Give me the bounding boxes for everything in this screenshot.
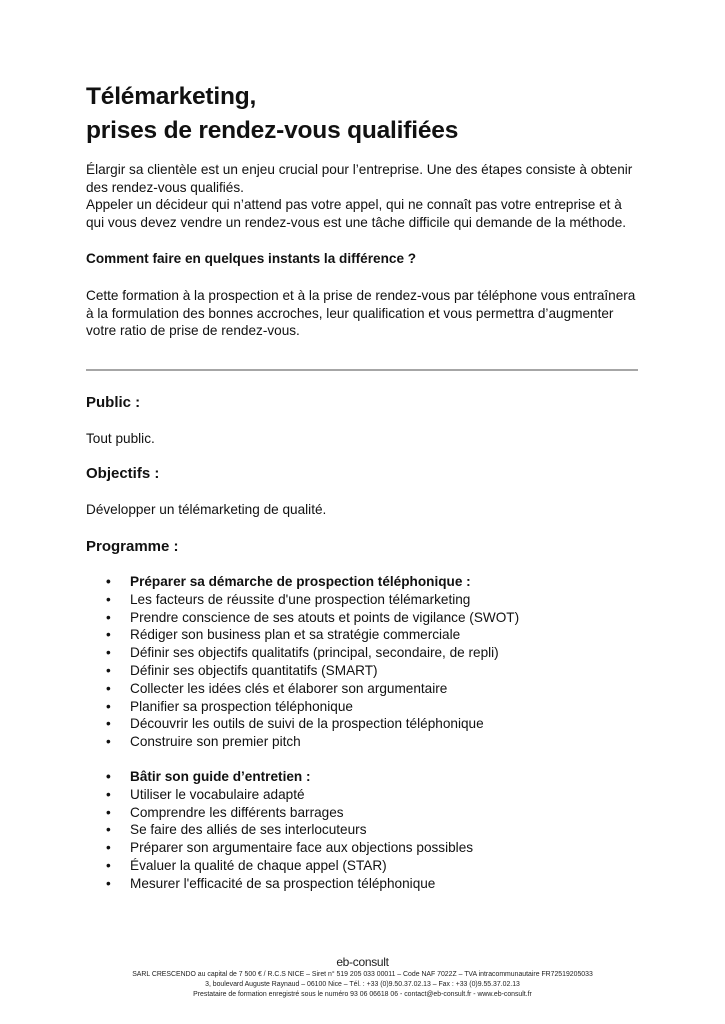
list-item: • Définir ses objectifs quantitatifs (SMART) bbox=[106, 662, 378, 678]
bullet-icon: • bbox=[106, 609, 111, 625]
bullet-icon: • bbox=[106, 591, 111, 607]
footer-contact-line: Prestataire de formation enregistré sous le numéro 93 06 06618 06 - contact@eb-consult.fr - www.eb-consult.fr bbox=[193, 991, 532, 998]
bullet-icon: • bbox=[106, 662, 111, 678]
public-heading: Public : bbox=[86, 394, 141, 411]
intro-paragraph-2: Appeler un décideur qui n’attend pas votre appel, qui ne connaît pas votre entreprise et à qui vous devez vendre un rendez-vous est une tâche difficile qui demande de la méthode. bbox=[86, 197, 627, 231]
bullet-icon: • bbox=[106, 840, 111, 856]
title-line-1: Télémarketing, bbox=[86, 83, 257, 110]
list-item: • Collecter les idées clés et élaborer son argumentaire bbox=[106, 680, 448, 696]
footer-legal-line: SARL CRESCENDO au capital de 7 500 € / R.C.S NICE – Siret n° 519 205 033 00011 – Code NAF 7022Z – TVA intracommunautaire FR72519205033 bbox=[132, 971, 593, 978]
list-item: • Utiliser le vocabulaire adapté bbox=[106, 786, 305, 802]
list-item: • Préparer sa démarche de prospection téléphonique : bbox=[106, 574, 471, 589]
list-item: • Prendre conscience de ses atouts et points de vigilance (SWOT) bbox=[106, 609, 520, 625]
list-item: • Définir ses objectifs qualitatifs (principal, secondaire, de repli) bbox=[106, 645, 499, 661]
programme-heading: Programme : bbox=[86, 538, 179, 555]
bullet-icon: • bbox=[106, 786, 111, 802]
list-item: • Comprendre les différents barrages bbox=[106, 804, 344, 820]
public-text: Tout public. bbox=[86, 431, 155, 446]
list-item: • Bâtir son guide d’entretien : bbox=[106, 769, 311, 784]
page-title bbox=[86, 80, 458, 148]
key-question: Comment faire en quelques instants la différence ? bbox=[86, 251, 417, 266]
list-item: • Découvrir les outils de suivi de la prospection téléphonique bbox=[106, 716, 484, 732]
programme-list-2 bbox=[86, 768, 473, 893]
page-footer bbox=[0, 955, 725, 1000]
intro-block bbox=[86, 161, 638, 232]
bullet-icon: • bbox=[106, 857, 111, 873]
bullet-icon: • bbox=[106, 574, 111, 589]
intro-paragraph: Élargir sa clientèle est un enjeu crucial pour l’entreprise. Une des étapes consiste à obtenir des rendez-vous qualifiés. bbox=[86, 162, 633, 195]
list-item: • Les facteurs de réussite d'une prospection télémarketing bbox=[106, 591, 471, 607]
bullet-icon: • bbox=[106, 716, 111, 732]
bullet-icon: • bbox=[106, 804, 111, 820]
list-item: • Préparer son argumentaire face aux objections possibles bbox=[106, 840, 474, 856]
objectifs-text: Développer un télémarketing de qualité. bbox=[86, 502, 327, 517]
footer-address-line: 3, boulevard Auguste Raynaud – 06100 Nice – Tél. : +33 (0)9.50.37.02.13 – Fax : +33 (0)9.55.37.02.13 bbox=[205, 981, 520, 988]
bullet-icon: • bbox=[106, 627, 111, 643]
bullet-icon: • bbox=[106, 680, 111, 696]
programme-list-1 bbox=[86, 573, 519, 751]
bullet-icon: • bbox=[106, 822, 111, 838]
section-divider bbox=[86, 369, 638, 371]
bullet-icon: • bbox=[106, 734, 111, 750]
list-item: • Rédiger son business plan et sa stratégie commerciale bbox=[106, 627, 461, 643]
list-item: • Se faire des alliés de ses interlocuteurs bbox=[106, 822, 367, 838]
objectifs-heading: Objectifs : bbox=[86, 465, 160, 482]
list-item: • Mesurer l'efficacité de sa prospection téléphonique bbox=[106, 875, 436, 891]
description-paragraph: Cette formation à la prospection et à la prise de rendez-vous par téléphone vous entraînera à la formulation des bonnes accroches, leur qualification et vous permettra d’augmenter votre ratio de prise de rendez-vous. bbox=[86, 288, 636, 339]
bullet-icon: • bbox=[106, 645, 111, 661]
bullet-icon: • bbox=[106, 698, 111, 714]
title-line-2: prises de rendez-vous qualifiées bbox=[86, 117, 459, 144]
footer-brand: eb-consult bbox=[336, 955, 389, 969]
list-item: • Évaluer la qualité de chaque appel (STAR) bbox=[106, 857, 387, 873]
bullet-icon: • bbox=[106, 769, 111, 784]
list-item: • Planifier sa prospection téléphonique bbox=[106, 698, 353, 714]
bullet-icon: • bbox=[106, 875, 111, 891]
list-item: • Construire son premier pitch bbox=[106, 734, 301, 750]
